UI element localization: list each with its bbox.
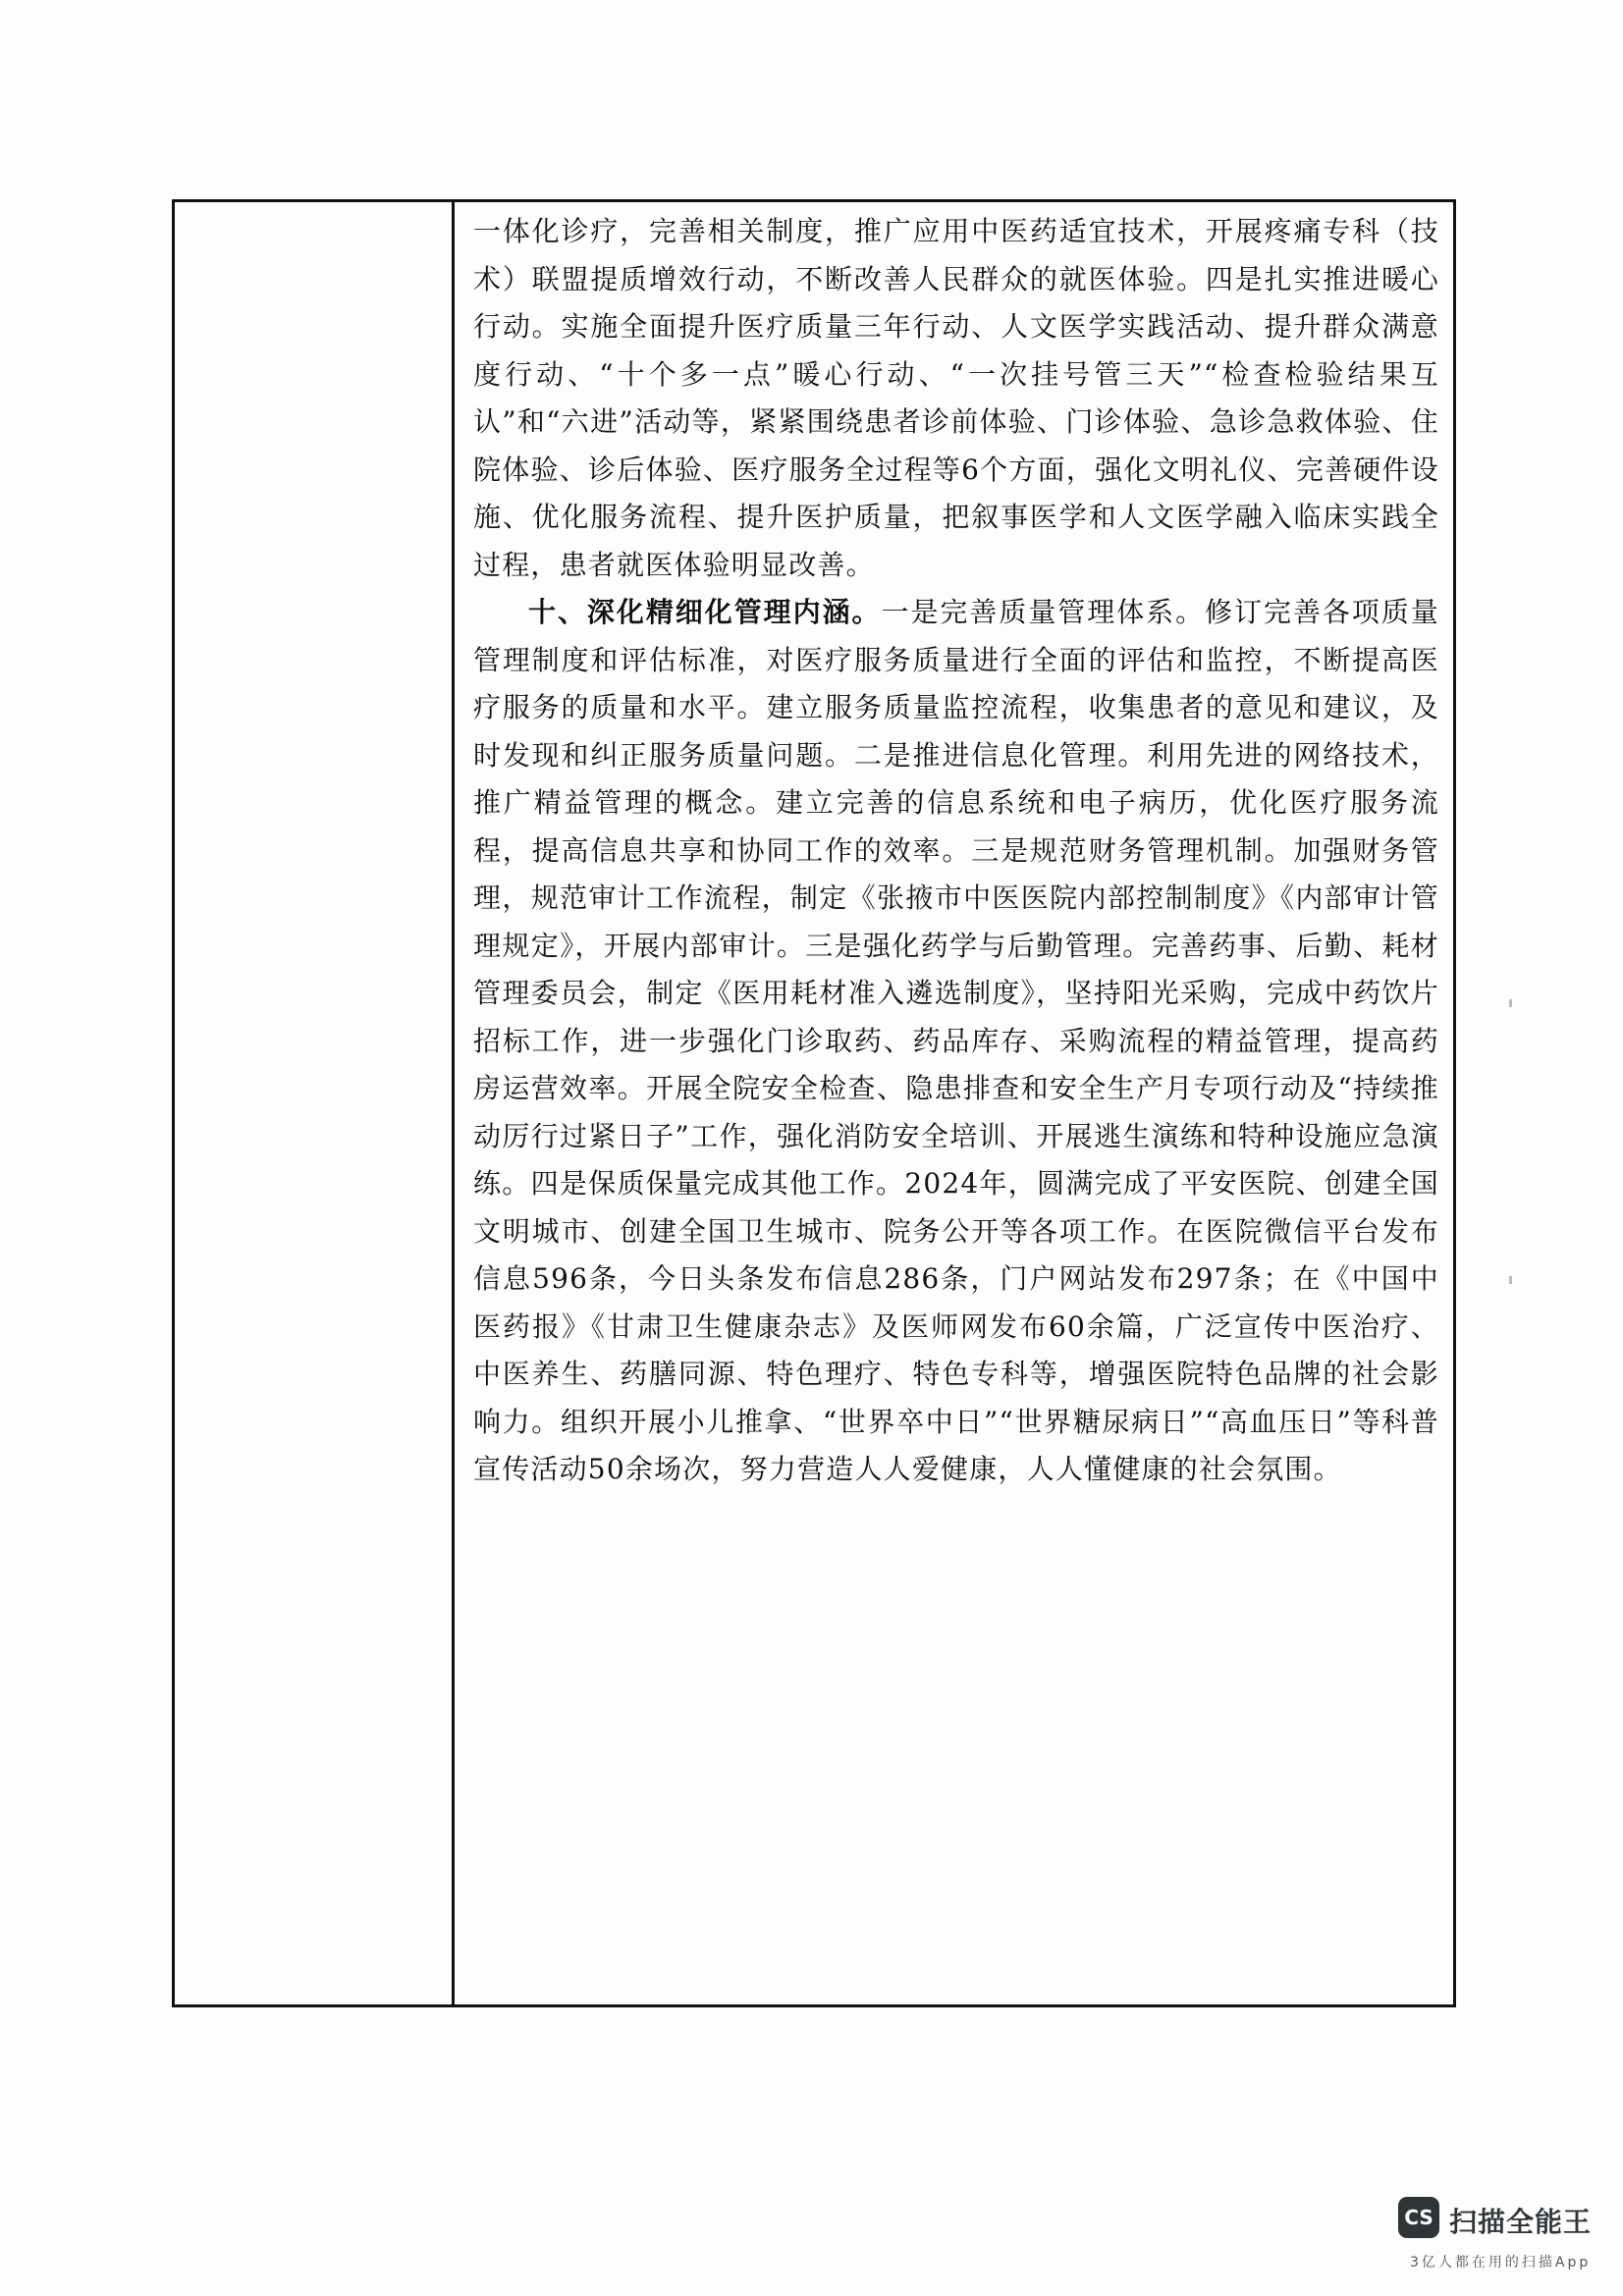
section-body: 一是完善质量管理体系。修订完善各项质量管理制度和评估标准，对医疗服务质量进行全面的评估和监控，不断提高医疗服务的质量和水平。建立服务质量监控流程，收集患者的意见和建议，及时发现和纠正服务质量问题。二是推进信息化管理。利用先进的网络技术，推广精益管理的概念。建立完善的信息系统和电子病历，优化医疗服务流程，提高信息共享和协同工作的效率。三是规范财务管理机制。加强财务管理，规范审计工作流程，制定《张掖市中医医院内部控制制度》《内部审计管理规定》，开展内部审计。三是强化药学与后勤管理。完善药事、后勤、耗材管理委员会，制定《医用耗材准入遴选制度》，坚持阳光采购，完成中药饮片招标工作，进一步强化门诊取药、药品库存、采购流程的精益管理，提高药房运营效率。开展全院安全检查、隐患排查和安全生产月专项行动及“持续推动厉行过紧日子”工作，强化消防安全培训、开展逃生演练和特种设施应急演练。四是保质保量完成其他工作。2024年，圆满完成了平安医院、创建全国文明城市、创建全国卫生城市、院务公开等各项工作。在医院微信平台发布信息596条，今日头条发布信息286条，门户网站发布297条；在《中国中医药报》《甘肃卫生健康杂志》及医师网发布60余篇，广泛宣传中医治疗、中医养生、药膳同源、特色理疗、特色专科等，增强医院特色品牌的社会影响力。组织开展小儿推拿、“世界卒中日”“世界糖尿病日”“高血压日”等科普宣传活动50余场次，努力营造人人爱健康，人人懂健康的社会氛围。 [473, 596, 1439, 1485]
section-heading: 十、深化精细化管理内涵。 [528, 596, 882, 628]
table-content-cell [458, 202, 1453, 2004]
table-left-cell [175, 202, 455, 2004]
paragraph-section-ten [473, 589, 1439, 1494]
scan-edge-mark [1509, 1276, 1512, 1284]
watermark-app-name: 扫描全能王 [1449, 2206, 1593, 2238]
scanner-watermark [1398, 2197, 1609, 2285]
watermark-tagline: 3亿人都在用的扫描App [1410, 2255, 1592, 2270]
camscanner-logo-icon: CS [1398, 2197, 1439, 2238]
scan-edge-mark [1509, 999, 1512, 1007]
paragraph-continuation: 一体化诊疗，完善相关制度，推广应用中医药适宜技术，开展疼痛专科（技术）联盟提质增效行动，不断改善人民群众的就医体验。四是扎实推进暖心行动。实施全面提升医疗质量三年行动、人文医学实践活动、提升群众满意度行动、“十个多一点”暖心行动、“一次挂号管三天”“检查检验结果互认”和“六进”活动等，紧紧围绕患者诊前体验、门诊体验、急诊急救体验、住院体验、诊后体验、医疗服务全过程等6个方面，强化文明礼仪、完善硬件设施、优化服务流程、提升医护质量，把叙事医学和人文医学融入临床实践全过程，患者就医体验明显改善。 [473, 215, 1439, 581]
form-table [172, 199, 1456, 2007]
